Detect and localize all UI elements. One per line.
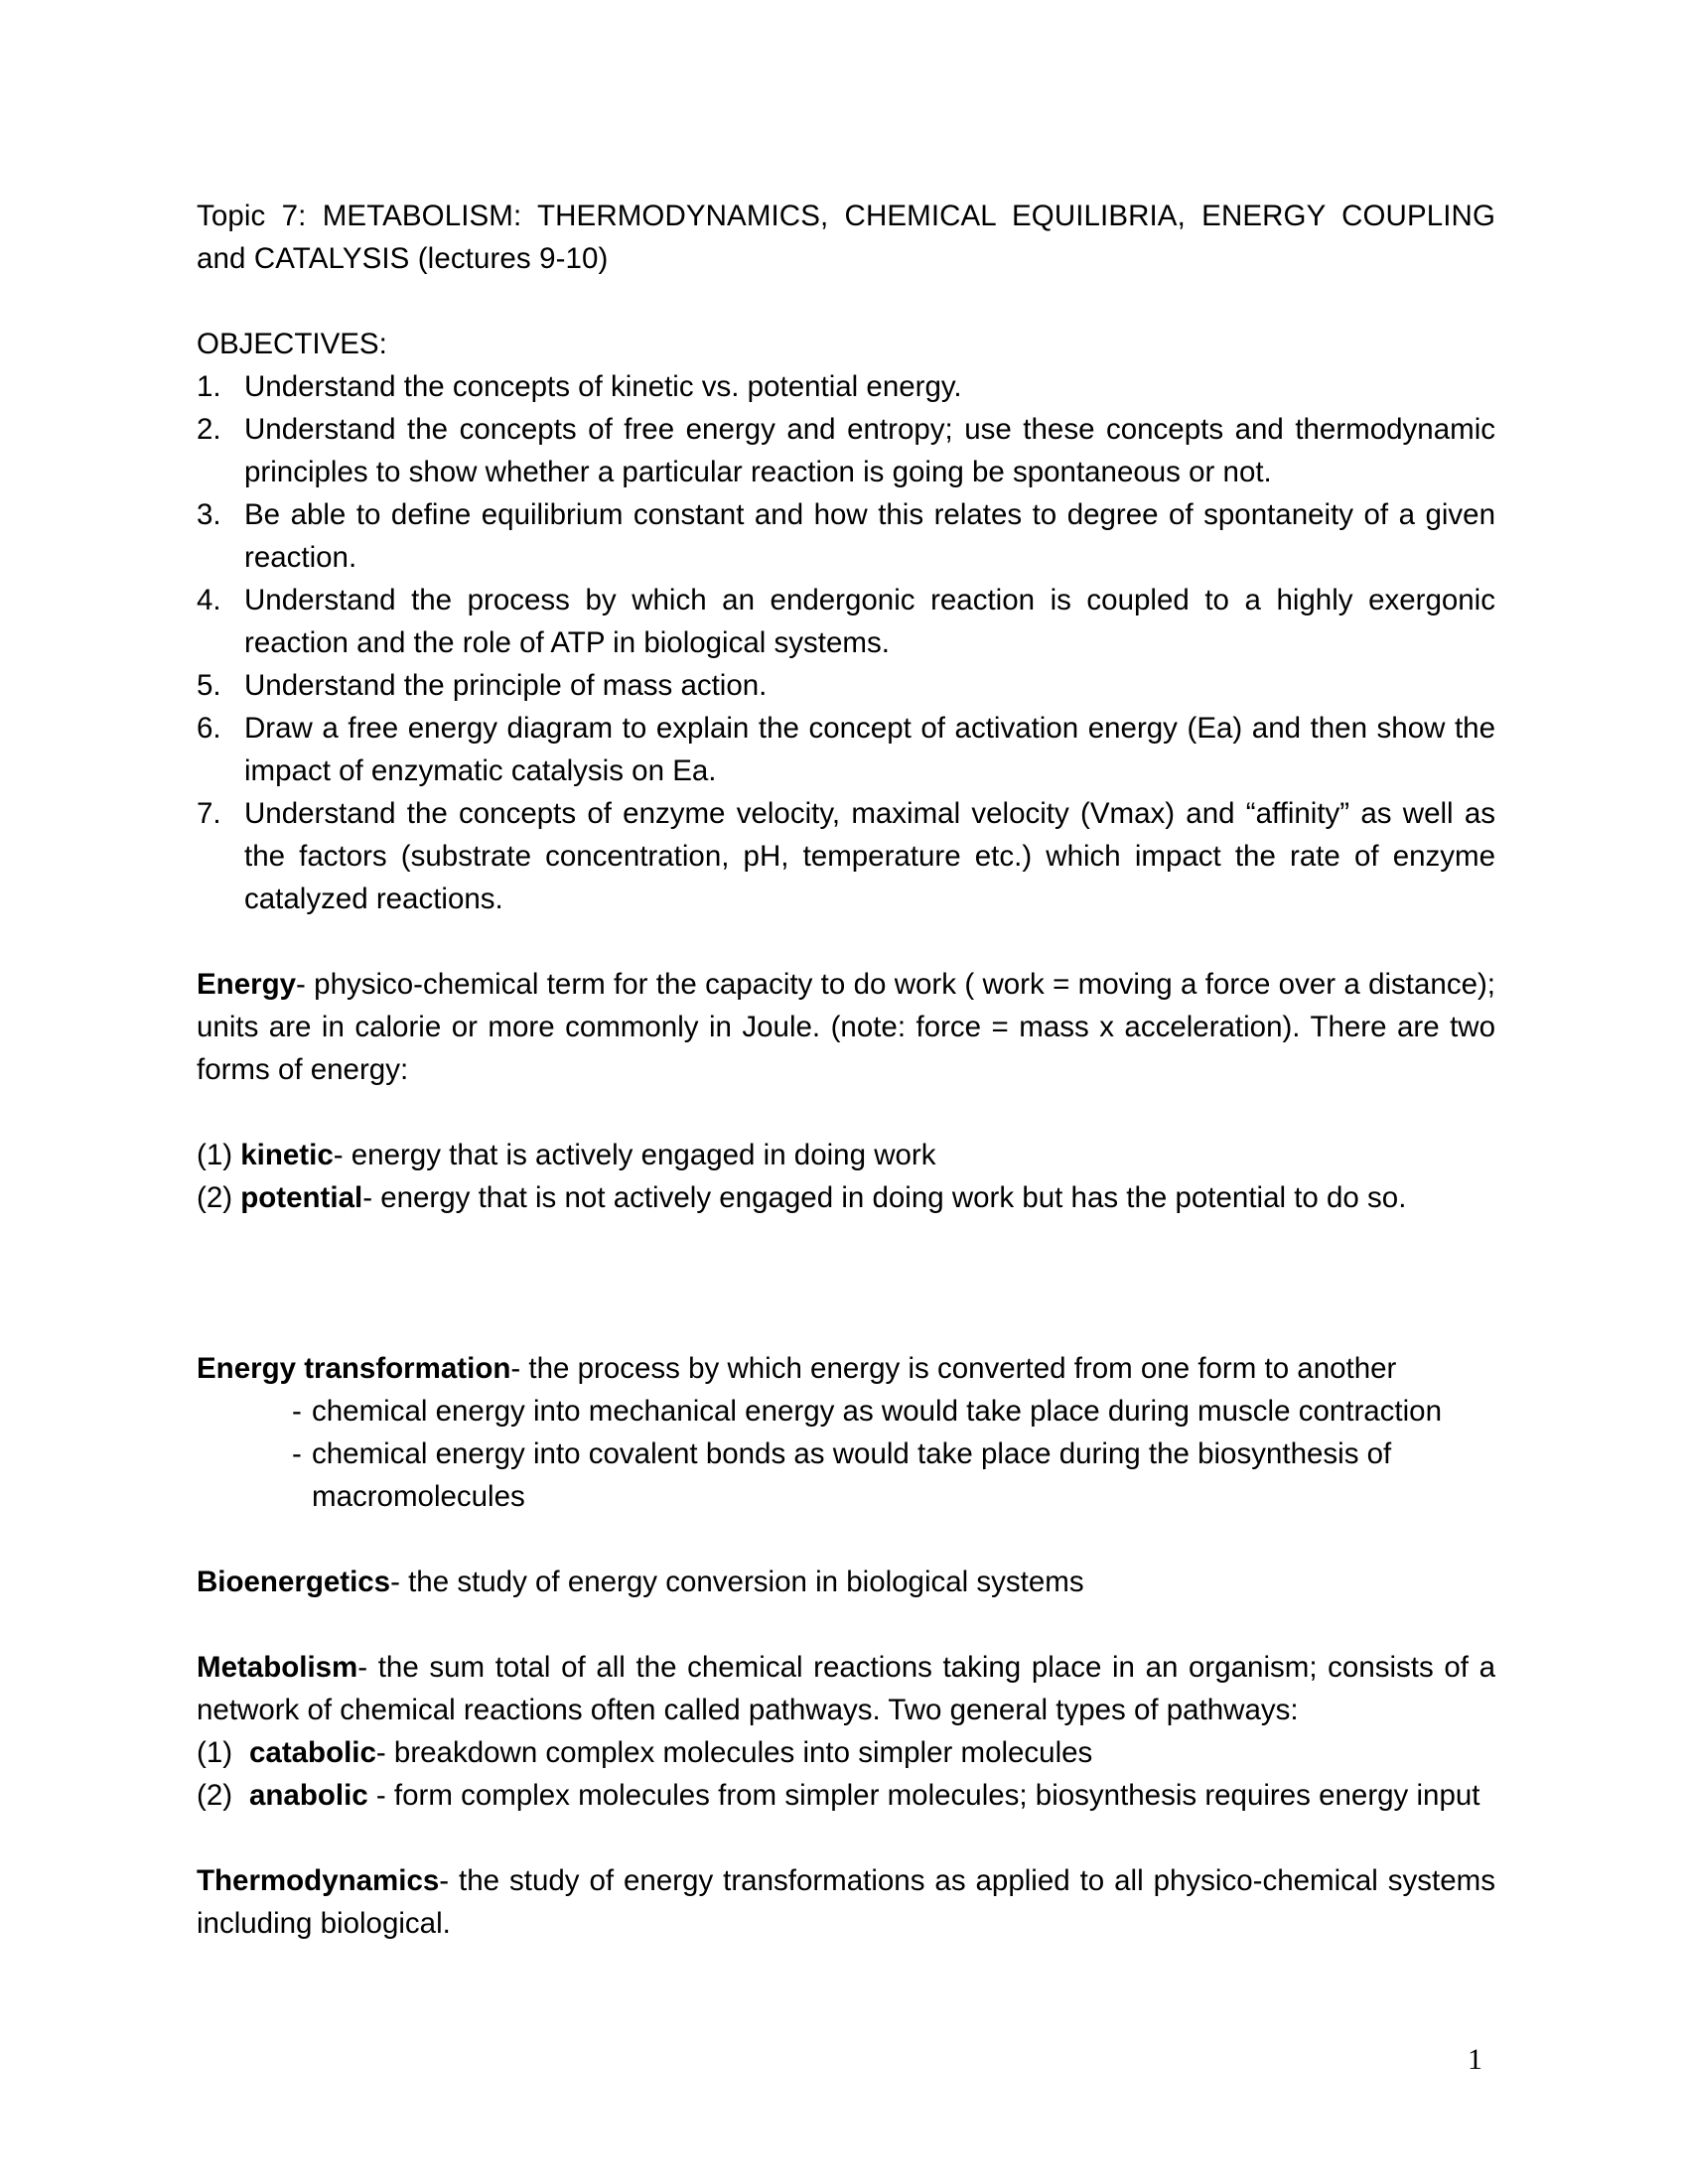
bioenergetics-term: Bioenergetics xyxy=(197,1566,391,1598)
objective-number: 3. xyxy=(197,498,221,531)
spacer xyxy=(197,1091,1495,1134)
document-body xyxy=(197,195,1495,1945)
objective-item xyxy=(197,664,1495,707)
metabolism-type-anabolic xyxy=(197,1774,1495,1817)
energy-transformation-paragraph xyxy=(197,1347,1495,1390)
objective-text: Understand the principle of mass action. xyxy=(244,669,768,702)
spacer xyxy=(197,1518,1495,1561)
thermodynamics-paragraph xyxy=(197,1859,1495,1945)
energy-transformation-bullets xyxy=(197,1390,1495,1518)
spacer xyxy=(197,280,1495,323)
objective-text: Understand the concepts of free energy and entropy; use these concepts and thermodynamic principles to show whether a particular reaction is going be spontaneous or not. xyxy=(244,413,1495,488)
bullet-dash: - xyxy=(292,1437,302,1470)
energy-definition: - physico-chemical term for the capacity to do work ( work = moving a force over a distance); units are in calorie or more commonly in Joule. (note: force = mass x acceleration). There are two forms of energy: xyxy=(197,968,1495,1086)
page-title-line-1: Topic 7: METABOLISM: THERMODYNAMICS, CHEMICAL EQUILIBRIA, ENERGY xyxy=(197,200,1326,232)
energy-transformation-definition: - the process by which energy is converted from one form to another xyxy=(510,1352,1397,1385)
energy-form-number: (1) xyxy=(197,1139,233,1171)
energy-form-definition: - energy that is actively engaged in doing work xyxy=(333,1139,936,1171)
metabolism-type-number: (1) xyxy=(197,1736,233,1769)
bullet-text: chemical energy into covalent bonds as would take place during the biosynthesis of macromolecules xyxy=(312,1437,1392,1513)
objective-text: Understand the concepts of enzyme velocity, maximal velocity (Vmax) and “affinity” as well as the factors (substrate concentration, pH, temperature etc.) which impact the rate of enzyme catalyzed reactions. xyxy=(244,797,1495,915)
objective-number: 5. xyxy=(197,669,221,702)
spacer xyxy=(197,1304,1495,1347)
list-item xyxy=(292,1390,1495,1433)
objective-number: 4. xyxy=(197,584,221,616)
metabolism-type-term: catabolic xyxy=(249,1736,376,1769)
objective-text: Draw a free energy diagram to explain the concept of activation energy (Ea) and then show the impact of enzymatic catalysis on Ea. xyxy=(244,712,1495,787)
spacer xyxy=(197,1817,1495,1859)
metabolism-type-definition: - breakdown complex molecules into simpler molecules xyxy=(375,1736,1093,1769)
thermodynamics-definition: - the study of energy transformations as applied to all physico-chemical systems including biological. xyxy=(197,1864,1495,1940)
thermodynamics-term: Thermodynamics xyxy=(197,1864,440,1897)
objectives-list xyxy=(197,365,1495,920)
objective-number: 2. xyxy=(197,413,221,446)
bioenergetics-paragraph xyxy=(197,1561,1495,1603)
objective-text: Understand the process by which an endergonic reaction is coupled to a highly exergonic reaction and the role of ATP in biological systems. xyxy=(244,584,1495,659)
energy-form-term: potential xyxy=(240,1181,363,1214)
spacer xyxy=(197,1603,1495,1646)
page-title-line-2: COUPLING and CATALYSIS (lectures 9-10) xyxy=(197,200,1495,275)
objective-number: 7. xyxy=(197,797,221,830)
bioenergetics-definition: - the study of energy conversion in biological systems xyxy=(390,1566,1084,1598)
energy-transformation-term: Energy transformation xyxy=(197,1352,511,1385)
energy-form-potential xyxy=(197,1176,1495,1219)
page-number: 1 xyxy=(1468,2043,1482,2076)
energy-term: Energy xyxy=(197,968,297,1001)
energy-form-kinetic xyxy=(197,1134,1495,1176)
metabolism-type-number: (2) xyxy=(197,1779,233,1812)
energy-form-number: (2) xyxy=(197,1181,233,1214)
objective-item xyxy=(197,365,1495,408)
metabolism-term: Metabolism xyxy=(197,1651,358,1684)
metabolism-paragraph xyxy=(197,1646,1495,1731)
objective-item xyxy=(197,408,1495,493)
objective-item xyxy=(197,792,1495,920)
objective-number: 1. xyxy=(197,370,221,403)
objective-text: Be able to define equilibrium constant and how this relates to degree of spontaneity of a given reaction. xyxy=(244,498,1495,574)
bullet-text: chemical energy into mechanical energy as would take place during muscle contraction xyxy=(312,1395,1442,1428)
energy-form-term: kinetic xyxy=(240,1139,334,1171)
metabolism-types-list xyxy=(197,1731,1495,1817)
energy-form-definition: - energy that is not actively engaged in doing work but has the potential to do so. xyxy=(362,1181,1407,1214)
metabolism-type-term: anabolic xyxy=(249,1779,368,1812)
metabolism-type-catabolic xyxy=(197,1731,1495,1774)
page-title xyxy=(197,195,1495,280)
spacer xyxy=(197,920,1495,963)
objective-item xyxy=(197,493,1495,579)
objective-number: 6. xyxy=(197,712,221,745)
bullet-dash: - xyxy=(292,1395,302,1428)
list-item xyxy=(292,1433,1495,1518)
objective-text: Understand the concepts of kinetic vs. potential energy. xyxy=(244,370,962,403)
objectives-heading: OBJECTIVES: xyxy=(197,328,387,360)
spacer xyxy=(197,1219,1495,1304)
objective-item xyxy=(197,707,1495,792)
objective-item xyxy=(197,579,1495,664)
metabolism-type-definition: - form complex molecules from simpler molecules; biosynthesis requires energy input xyxy=(367,1779,1480,1812)
energy-definition-paragraph xyxy=(197,963,1495,1091)
metabolism-definition: - the sum total of all the chemical reactions taking place in an organism; consists of a network of chemical reactions often called pathways. Two general types of pathways: xyxy=(197,1651,1495,1726)
